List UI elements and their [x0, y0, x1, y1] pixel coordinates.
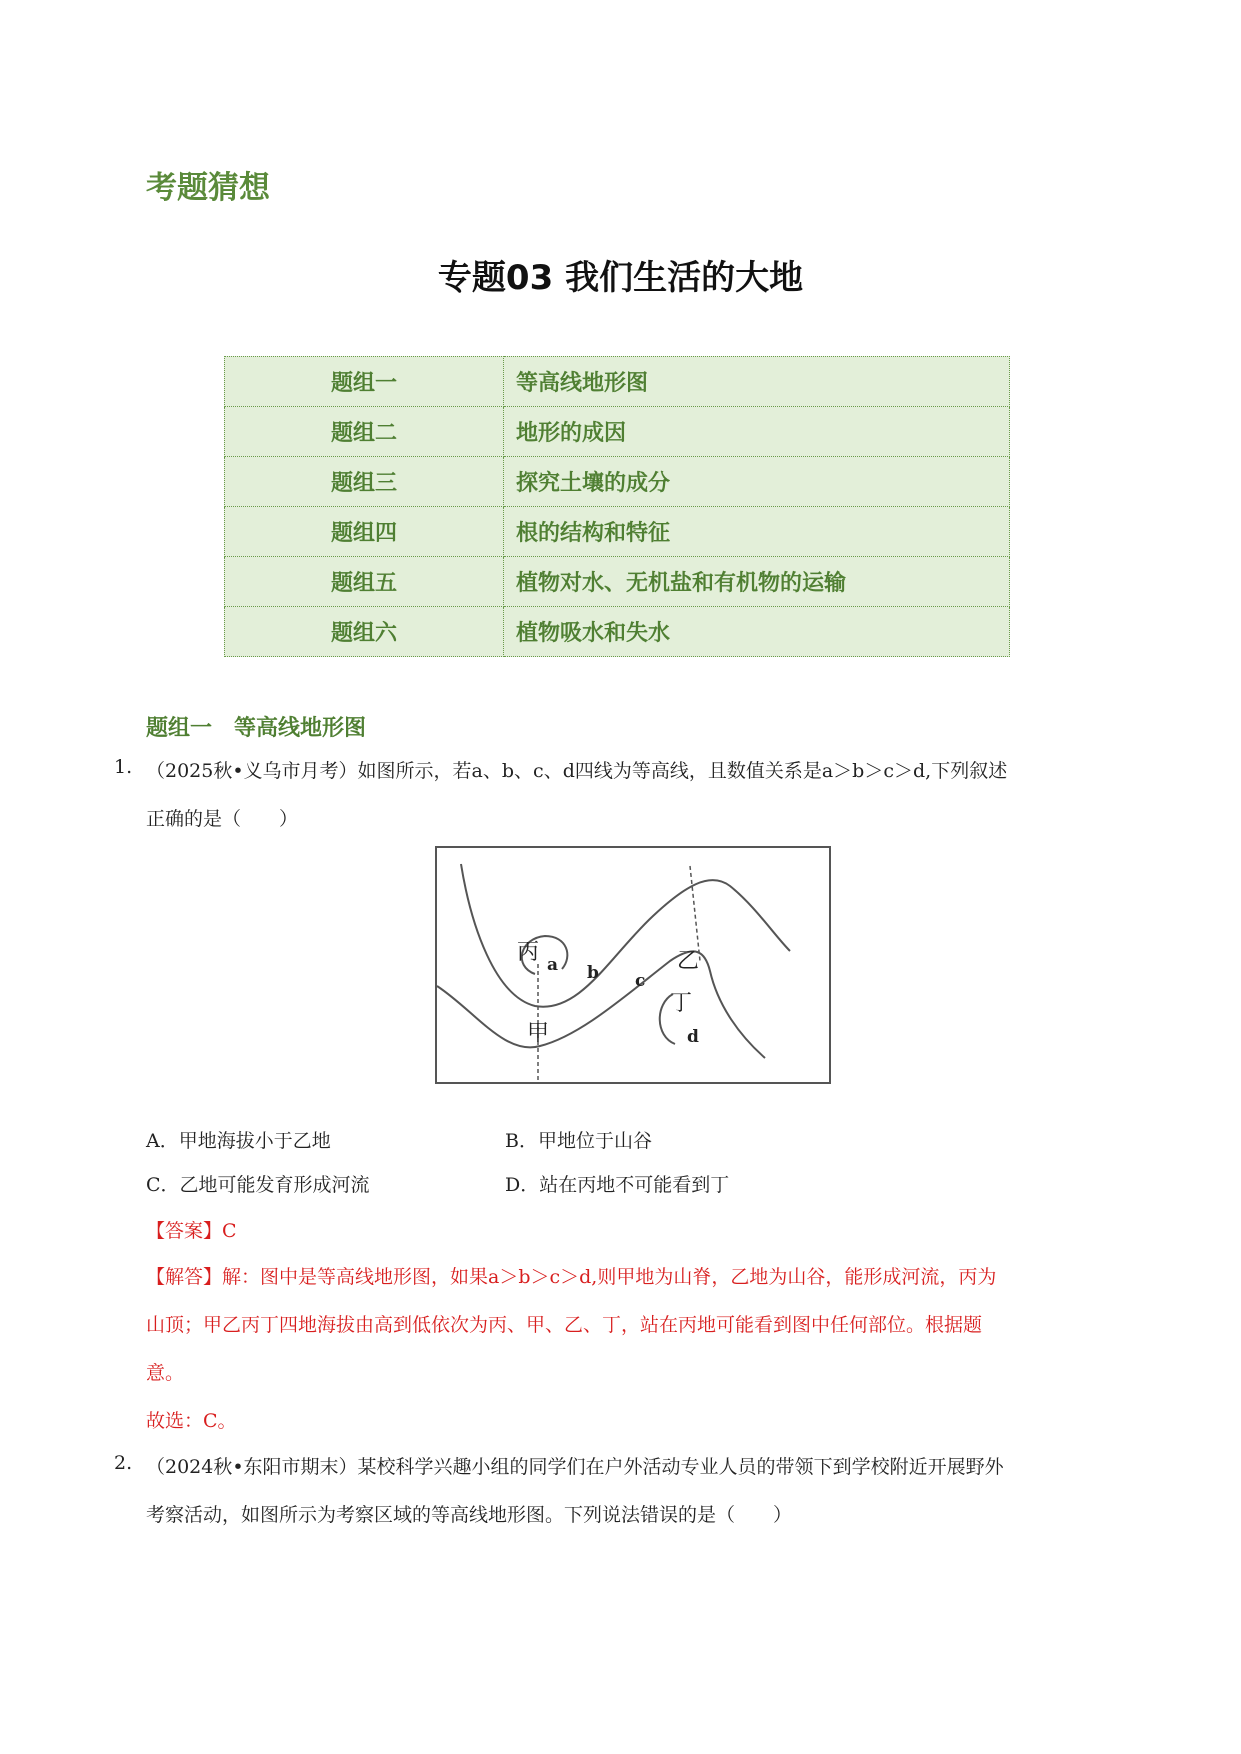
question-number: 1. [114, 756, 133, 778]
option-d: D．站在丙地不可能看到丁 [505, 1174, 730, 1196]
answer-line [146, 1216, 237, 1243]
analysis-line [146, 1262, 996, 1289]
analysis-text: 解：图中是等高线地形图，如果a＞b＞c＞d,则甲地为山脊，乙地为山谷，能形成河流，丙为 [222, 1266, 997, 1288]
answer-label: 【答案】 [146, 1220, 223, 1242]
header-label: 考题猜想 [146, 170, 270, 206]
section-heading: 题组一 等高线地形图 [146, 716, 367, 741]
topic-cell: 地形的成因 [504, 407, 1010, 457]
analysis-text: 意。 [146, 1362, 185, 1384]
group-cell: 题组一 [225, 357, 504, 407]
figure-frame [436, 847, 830, 1083]
group-cell: 题组六 [225, 607, 504, 657]
group-cell: 题组五 [225, 557, 504, 607]
analysis-text: 山顶；甲乙丙丁四地海拔由高到低依次为丙、甲、乙、丁，站在丙地可能看到图中任何部位。根据题 [146, 1314, 983, 1336]
table-row [225, 457, 1010, 507]
group-cell: 题组二 [225, 407, 504, 457]
topic-cell: 探究土壤的成分 [504, 457, 1010, 507]
table-row [225, 357, 1010, 407]
topic-cell: 根的结构和特征 [504, 507, 1010, 557]
topic-cell: 植物对水、无机盐和有机物的运输 [504, 557, 1010, 607]
question-stem-line: （2024秋•东阳市期末）某校科学兴趣小组的同学们在户外活动专业人员的带领下到学校附近开展野外 [146, 1456, 1004, 1478]
topic-cell: 等高线地形图 [504, 357, 1010, 407]
question-number: 2. [114, 1452, 133, 1474]
table-row [225, 507, 1010, 557]
label-jia: 甲 [527, 1021, 550, 1046]
group-cell: 题组三 [225, 457, 504, 507]
label-ding: 丁 [670, 991, 693, 1016]
analysis-label: 【解答】 [146, 1266, 223, 1288]
contour-map-figure [435, 846, 831, 1084]
group-cell: 题组四 [225, 507, 504, 557]
question-stem-line: （2025秋•义乌市月考）如图所示，若a、b、c、d四线为等高线，且数值关系是a＞b＞c＞d,下列叙述 [146, 760, 1008, 782]
label-d: d [687, 1027, 699, 1047]
table-row [225, 407, 1010, 457]
question-stem-line: 正确的是（ ） [146, 808, 299, 830]
table-row [225, 557, 1010, 607]
label-yi: 乙 [677, 949, 700, 974]
page-title: 专题03 我们生活的大地 [437, 258, 804, 298]
topic-table [224, 356, 1010, 657]
option-c: C．乙地可能发育形成河流 [146, 1174, 370, 1196]
option-b: B．甲地位于山谷 [505, 1130, 652, 1152]
label-bing: 丙 [517, 940, 540, 965]
answer-value: C [222, 1220, 237, 1242]
question-stem-line: 考察活动，如图所示为考察区域的等高线地形图。下列说法错误的是（ ） [146, 1504, 793, 1526]
table-row [225, 607, 1010, 657]
option-a: A．甲地海拔小于乙地 [146, 1130, 331, 1152]
conclusion-text: 故选：C。 [146, 1410, 237, 1432]
label-a: a [547, 955, 559, 975]
label-c: c [635, 971, 646, 991]
topic-cell: 植物吸水和失水 [504, 607, 1010, 657]
label-b: b [587, 963, 599, 983]
